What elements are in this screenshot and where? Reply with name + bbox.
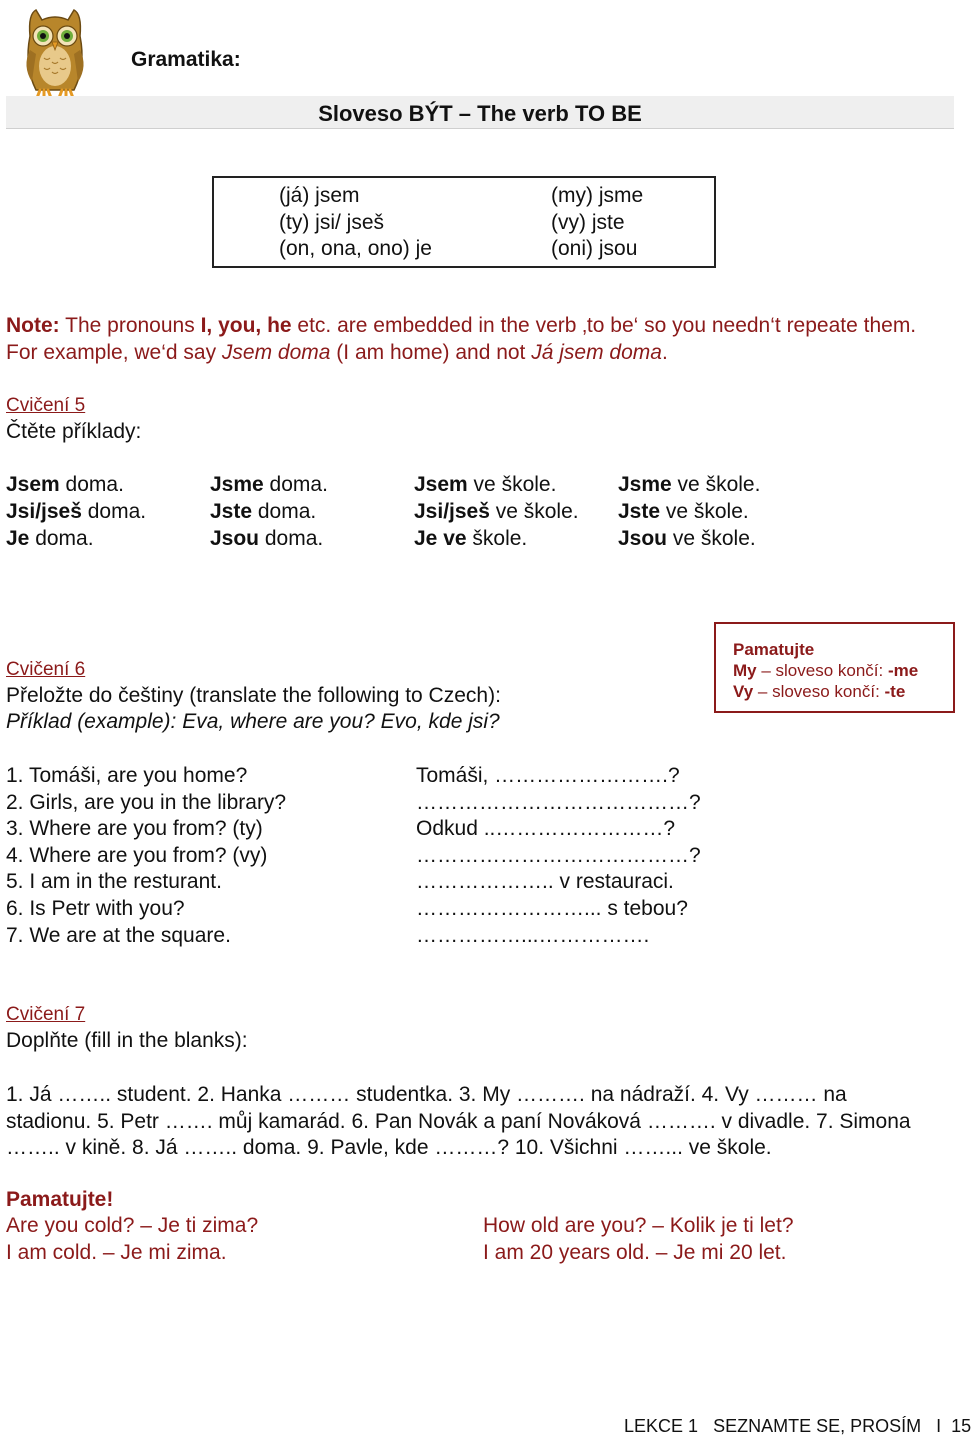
translation-prompt: 1. Tomáši, are you home? [6, 764, 248, 787]
note-text: etc. are embedded in the verb ‚to be‘ so you needn‘t repeate them. For example, we‘d say [6, 314, 917, 364]
example-sentence: Jsi/jseš doma. [6, 500, 147, 523]
note-text: . [661, 340, 668, 364]
conjugation-line: (já) jsem [279, 184, 360, 207]
example-sentence: Jsou doma. [210, 527, 324, 550]
exercise-6-example: Příklad (example): Eva, where are you? Evo, kde jsi? [6, 710, 500, 733]
remember-box-line: My – sloveso končí: -me [733, 661, 919, 680]
translation-prompt: 3. Where are you from? (ty) [6, 817, 263, 840]
conjugation-line: (my) jsme [551, 184, 644, 207]
remember-phrase: I am 20 years old. – Je mi 20 let. [483, 1241, 787, 1264]
conjugation-singular [279, 183, 432, 263]
translation-blank: Odkud ..……………………? [416, 817, 676, 840]
translation-blank: …………………………………? [416, 791, 701, 814]
translation-prompt: 5. I am in the resturant. [6, 870, 222, 893]
conjugation-line: (on, ona, ono) je [279, 237, 432, 260]
exercise-7-text: 1. Já …….. student. 2. Hanka ……… studentka. 3. My ………. na nádraží. 4. Vy ……… na stadionu. 5. Petr ……. můj kamarád. 6. Pan Novák a paní Nováková ………. v divadle. 7. Simona …….. v kině. 8. Já …….. doma. 9. Pavle, kde ………? 10. Všichni ……... ve škole. [6, 1083, 911, 1159]
translation-blank: ……………….. v restauraci. [416, 870, 674, 893]
note-text: (I am home) and not [330, 340, 532, 364]
note-paragraph [6, 313, 946, 366]
exercise-7-heading: Cvičení 7 [6, 1004, 86, 1025]
example-sentence: Jsi/jseš ve škole. [414, 500, 579, 523]
remember-title: Pamatujte! [6, 1188, 114, 1211]
note-text: The pronouns [59, 314, 201, 337]
example-sentence: Je doma. [6, 527, 94, 550]
title-bar [6, 96, 954, 129]
translation-blank: Tomáši, …………………….? [416, 764, 680, 787]
note-pronouns: I, you, he [200, 314, 292, 337]
example-sentence: Je ve škole. [414, 527, 528, 550]
page-footer [624, 1416, 971, 1437]
exercise-7-instruction: Doplňte (fill in the blanks): [6, 1029, 248, 1052]
exercise-5-heading: Cvičení 5 [6, 395, 86, 416]
remember-box-line: Vy – sloveso končí: -te [733, 682, 906, 701]
note-label: Note: [6, 314, 60, 337]
example-sentence: Jste doma. [210, 500, 317, 523]
section-label: Gramatika: [131, 48, 241, 71]
note-example: Jsem doma [221, 340, 331, 364]
example-sentence: Jsou ve škole. [618, 527, 756, 550]
remember-box-title: Pamatujte [733, 640, 815, 659]
translation-blank: ……………...……………. [416, 924, 650, 947]
translation-prompt: 2. Girls, are you in the library? [6, 791, 287, 814]
translation-prompt: 7. We are at the square. [6, 924, 231, 947]
conjugation-line: (oni) jsou [551, 237, 638, 260]
conjugation-box [212, 176, 716, 268]
remember-phrase: How old are you? – Kolik je ti let? [483, 1214, 794, 1237]
example-sentence: Jsme doma. [210, 473, 328, 496]
example-sentence: Jsem ve škole. [414, 473, 557, 496]
remember-phrase: Are you cold? – Je ti zima? [6, 1214, 259, 1237]
remember-phrase: I am cold. – Je mi zima. [6, 1241, 227, 1264]
translation-prompt: 6. Is Petr with you? [6, 897, 185, 920]
footer-separator: I [936, 1416, 942, 1436]
exercise-6-heading: Cvičení 6 [6, 659, 86, 680]
translation-prompt: 4. Where are you from? (vy) [6, 844, 268, 867]
translation-blank: ……………………... s tebou? [416, 897, 688, 920]
exercise-5-instruction: Čtěte příklady: [6, 420, 142, 443]
note-example: Já jsem doma [531, 340, 662, 364]
conjugation-plural [551, 183, 643, 263]
exercise-6-instruction: Přeložte do češtiny (translate the following to Czech): [6, 684, 501, 707]
example-sentence: Jsme ve škole. [618, 473, 761, 496]
footer-lesson: LEKCE 1 [624, 1416, 699, 1436]
remember-box [714, 622, 955, 713]
example-sentence: Jsem doma. [6, 473, 124, 496]
conjugation-line: (vy) jste [551, 210, 625, 234]
conjugation-line: (ty) jsi/ jseš [279, 210, 384, 234]
page-title: Sloveso BÝT – The verb TO BE [318, 101, 642, 126]
translation-blank: …………………………………? [416, 844, 701, 867]
example-sentence: Jste ve škole. [618, 500, 749, 523]
owl-mascot-icon [22, 6, 88, 100]
footer-title: SEZNAMTE SE, PROSÍM [713, 1416, 922, 1436]
page-number: 15 [951, 1416, 971, 1436]
